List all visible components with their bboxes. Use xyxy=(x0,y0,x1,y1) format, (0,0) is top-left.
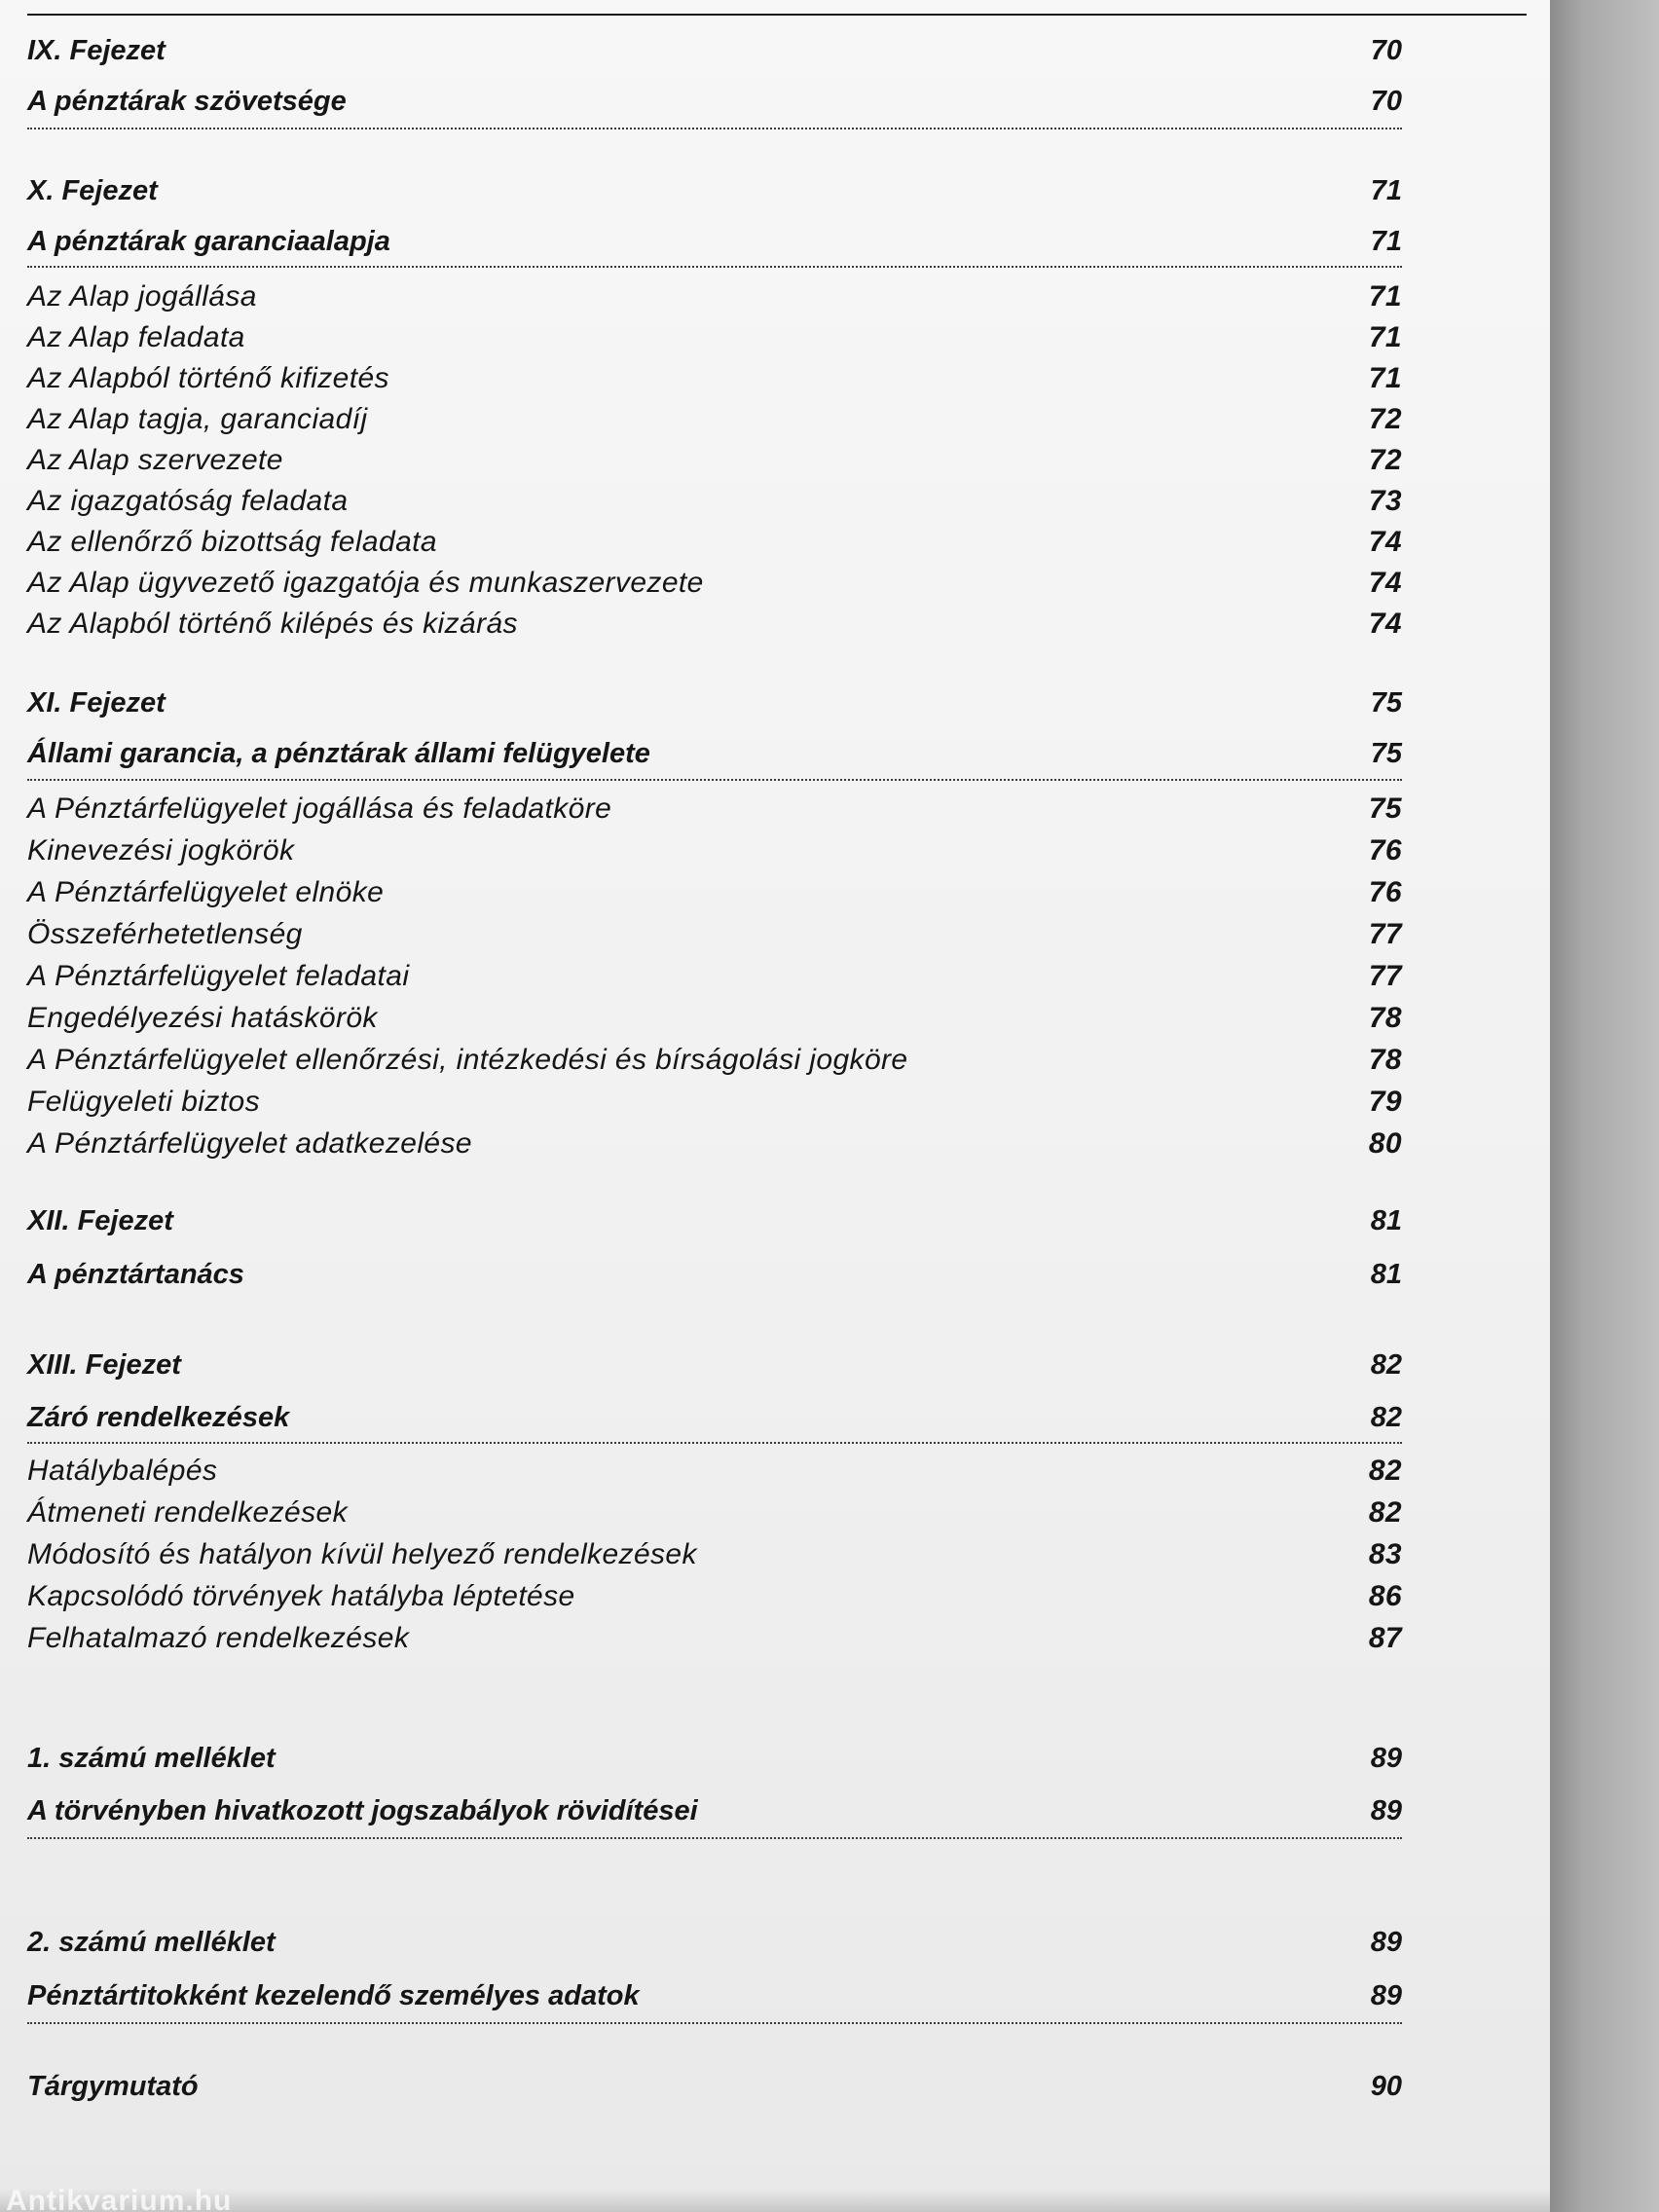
toc-entry-page: 74 xyxy=(1368,526,1402,558)
toc-entry-chapter-xi[interactable] xyxy=(27,687,1402,719)
toc-entry-page: 70 xyxy=(1370,35,1402,66)
toc-entry-page: 73 xyxy=(1368,485,1402,517)
toc-entry-title: X. Fejezet xyxy=(27,175,158,206)
toc-entry-title: Az Alapból történő kilépés és kizárás xyxy=(27,608,518,640)
toc-entry-heading[interactable] xyxy=(27,738,1402,770)
dotted-separator xyxy=(27,779,1402,781)
toc-entry-title: Az Alapból történő kifizetés xyxy=(27,362,389,394)
toc-entry[interactable] xyxy=(27,567,1402,600)
toc-entry-title: A Pénztárfelügyelet ellenőrzési, intézkedési és bírságolási jogköre xyxy=(27,1044,908,1076)
toc-entry-page: 81 xyxy=(1370,1259,1402,1290)
toc-entry-title: Az Alap feladata xyxy=(27,321,245,353)
toc-entry-title: XIII. Fejezet xyxy=(27,1349,181,1381)
toc-entry-page: 78 xyxy=(1368,1002,1402,1034)
toc-entry-page: 71 xyxy=(1368,321,1402,353)
toc-entry-page: 74 xyxy=(1368,567,1402,599)
toc-entry-title: A Pénztárfelügyelet elnöke xyxy=(27,876,385,908)
toc-entry-chapter-x[interactable] xyxy=(27,175,1402,207)
toc-entry-title: Az Alap szervezete xyxy=(27,444,283,476)
toc-entry-page: 71 xyxy=(1368,362,1402,394)
toc-entry-page: 75 xyxy=(1368,793,1402,825)
toc-entry-heading[interactable] xyxy=(27,86,1402,118)
toc-entry-title: Kapcsolódó törvények hatályba léptetése xyxy=(27,1580,575,1612)
toc-entry-appendix-2[interactable] xyxy=(27,1927,1402,1959)
toc-entry-title: Átmeneti rendelkezések xyxy=(27,1496,348,1529)
toc-entry-title: Az Alap jogállása xyxy=(27,280,257,313)
toc-entry[interactable] xyxy=(27,876,1402,909)
toc-entry-page: 83 xyxy=(1368,1538,1402,1570)
toc-entry[interactable] xyxy=(27,960,1402,993)
toc-entry-heading[interactable] xyxy=(27,1795,1402,1827)
toc-entry-title: Az ellenőrző bizottság feladata xyxy=(27,526,437,558)
toc-entry-page: 71 xyxy=(1370,226,1402,257)
toc-entry-title: Felhatalmazó rendelkezések xyxy=(27,1622,410,1654)
toc-entry-page: 75 xyxy=(1370,687,1402,719)
toc-entry-page: 89 xyxy=(1370,1980,1402,2011)
toc-entry-title: Hatálybalépés xyxy=(27,1455,218,1487)
page-footer xyxy=(0,2185,1550,2212)
toc-entry-chapter-ix[interactable] xyxy=(27,35,1402,67)
toc-entry[interactable] xyxy=(27,1538,1402,1571)
toc-entry[interactable] xyxy=(27,1044,1402,1077)
toc-entry-page: 89 xyxy=(1370,1927,1402,1958)
toc-entry[interactable] xyxy=(27,834,1402,867)
dotted-separator xyxy=(27,2022,1402,2024)
toc-entry-page: 76 xyxy=(1368,834,1402,866)
toc-entry[interactable] xyxy=(27,1127,1402,1161)
toc-entry-page: 77 xyxy=(1368,960,1402,992)
toc-entry-chapter-xii[interactable] xyxy=(27,1205,1402,1237)
toc-entry-title: Felügyeleti biztos xyxy=(27,1086,260,1118)
dotted-separator xyxy=(27,128,1402,129)
toc-entry-title: Engedélyezési hatáskörök xyxy=(27,1002,378,1034)
toc-entry-page: 72 xyxy=(1368,444,1402,476)
toc-entry-page: 71 xyxy=(1368,280,1402,313)
toc-entry-page: 82 xyxy=(1368,1496,1402,1529)
toc-entry-index[interactable] xyxy=(27,2071,1402,2103)
toc-entry-page: 75 xyxy=(1370,738,1402,769)
dotted-separator xyxy=(27,1837,1402,1839)
toc-entry[interactable] xyxy=(27,403,1402,436)
toc-entry[interactable] xyxy=(27,1086,1402,1119)
toc-entry-title: A Pénztárfelügyelet feladatai xyxy=(27,960,410,992)
toc-entry[interactable] xyxy=(27,485,1402,518)
toc-entry[interactable] xyxy=(27,280,1402,313)
toc-entry-appendix-1[interactable] xyxy=(27,1743,1402,1775)
toc-entry-title: Az Alap tagja, garanciadíj xyxy=(27,403,368,435)
toc-entry-title: A pénztárak garanciaalapja xyxy=(27,226,390,257)
toc-entry[interactable] xyxy=(27,362,1402,395)
toc-entry-heading[interactable] xyxy=(27,1402,1402,1434)
toc-entry-heading[interactable] xyxy=(27,226,1402,258)
toc-entry[interactable] xyxy=(27,1622,1402,1655)
dotted-separator xyxy=(27,266,1402,268)
toc-entry-title: A pénztárak szövetsége xyxy=(27,86,347,117)
toc-entry-page: 89 xyxy=(1370,1743,1402,1774)
toc-entry-title: A törvényben hivatkozott jogszabályok rövidítései xyxy=(27,1795,698,1826)
toc-entry-title: 2. számú melléklet xyxy=(27,1927,276,1958)
toc-entry-page: 82 xyxy=(1370,1402,1402,1433)
toc-entry[interactable] xyxy=(27,321,1402,354)
toc-entry[interactable] xyxy=(27,793,1402,826)
toc-entry[interactable] xyxy=(27,1496,1402,1530)
toc-entry[interactable] xyxy=(27,1580,1402,1613)
toc-entry-page: 89 xyxy=(1370,1795,1402,1826)
toc-entry-page: 71 xyxy=(1370,175,1402,206)
toc-entry-title: XI. Fejezet xyxy=(27,687,166,719)
toc-entry-title: Módosító és hatályon kívül helyező rendelkezések xyxy=(27,1538,697,1570)
toc-entry-title: Az igazgatóság feladata xyxy=(27,485,349,517)
toc-entry-page: 72 xyxy=(1368,403,1402,435)
toc-entry-title: A Pénztárfelügyelet adatkezelése xyxy=(27,1127,472,1160)
toc-entry[interactable] xyxy=(27,918,1402,951)
watermark: Antikvarium.hu xyxy=(6,2185,233,2212)
toc-entry-page: 80 xyxy=(1368,1127,1402,1160)
toc-entry-page: 86 xyxy=(1368,1580,1402,1612)
toc-entry-title: A Pénztárfelügyelet jogállása és feladatköre xyxy=(27,793,612,825)
toc-entry-page: 74 xyxy=(1368,608,1402,640)
toc-entry-chapter-xiii[interactable] xyxy=(27,1349,1402,1382)
toc-entry-page: 82 xyxy=(1368,1455,1402,1487)
toc-entry-title: Állami garancia, a pénztárak állami felügyelete xyxy=(27,738,650,769)
toc-entry-page: 82 xyxy=(1370,1349,1402,1381)
toc-entry-title: IX. Fejezet xyxy=(27,35,166,66)
toc-entry-title: XII. Fejezet xyxy=(27,1205,173,1236)
toc-entry-title: Kinevezési jogkörök xyxy=(27,834,295,866)
toc-entry-title: Összeférhetetlenség xyxy=(27,918,303,950)
toc-entry[interactable] xyxy=(27,526,1402,559)
toc-entry[interactable] xyxy=(27,1002,1402,1035)
toc-entry-page: 79 xyxy=(1368,1086,1402,1118)
toc-entry-page: 87 xyxy=(1368,1622,1402,1654)
toc-entry-page: 78 xyxy=(1368,1044,1402,1076)
dotted-separator xyxy=(27,1442,1402,1444)
toc-entry-page: 81 xyxy=(1370,1205,1402,1236)
toc-entry-page: 76 xyxy=(1368,876,1402,908)
toc-entry-title: A pénztártanács xyxy=(27,1259,244,1290)
toc-entry-title: Az Alap ügyvezető igazgatója és munkaszervezete xyxy=(27,567,704,599)
toc-entry-page: 90 xyxy=(1370,2071,1402,2102)
toc-entry-title: 1. számú melléklet xyxy=(27,1743,276,1774)
toc-entry[interactable] xyxy=(27,444,1402,477)
facing-page-shadow xyxy=(1550,0,1659,2212)
toc-entry[interactable] xyxy=(27,1455,1402,1488)
toc-entry-heading[interactable] xyxy=(27,1980,1402,2012)
toc-entry-heading[interactable] xyxy=(27,1259,1402,1291)
toc-entry-title: Pénztártitokként kezelendő személyes adatok xyxy=(27,1980,640,2011)
toc-entry[interactable] xyxy=(27,608,1402,641)
toc-entry-title: Záró rendelkezések xyxy=(27,1402,290,1433)
toc-entry-page: 77 xyxy=(1368,918,1402,950)
toc-entry-page: 70 xyxy=(1370,86,1402,117)
toc-entry-title: Tárgymutató xyxy=(27,2071,199,2102)
